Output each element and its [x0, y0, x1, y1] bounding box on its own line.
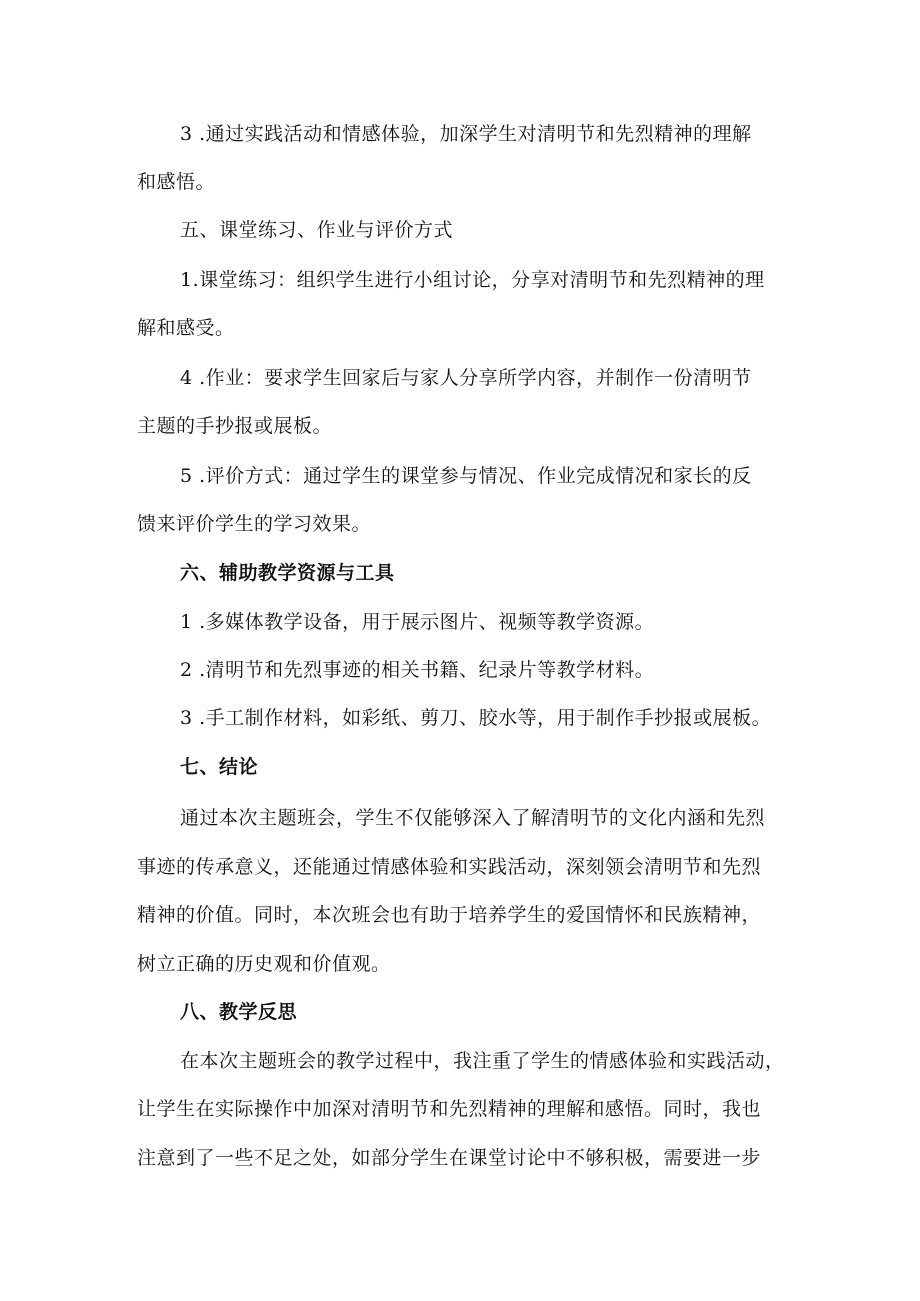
section-7-line-3: 精神的价值。同时，本次班会也有助于培养学生的爱国情怀和民族精神， [137, 904, 762, 926]
section-7-title: 七、结论 [180, 756, 259, 778]
section-5-item-5-line-1: 5 .评价方式：通过学生的课堂参与情况、作业完成情况和家长的反 [180, 465, 752, 487]
section-5-item-1-line-2: 解和感受。 [137, 317, 235, 339]
section-7-line-1: 通过本次主题班会，学生不仅能够深入了解清明节的文化内涵和先烈 [180, 807, 766, 829]
item-3-line-1: 3 .通过实践活动和情感体验，加深学生对清明节和先烈精神的理解 [180, 123, 752, 145]
section-7-line-2: 事迹的传承意义，还能通过情感体验和实践活动，深刻领会清明节和先烈 [137, 856, 762, 878]
section-5-item-1-line-1: 1.课堂练习：组织学生进行小组讨论，分享对清明节和先烈精神的理 [180, 269, 765, 291]
section-5-item-4-line-2: 主题的手抄报或展板。 [137, 415, 333, 437]
section-7-line-4: 树立正确的历史观和价值观。 [137, 953, 391, 975]
section-6-item-3: 3 .手工制作材料，如彩纸、剪刀、胶水等，用于制作手抄报或展板。 [180, 707, 772, 729]
section-8-line-2: 让学生在实际操作中加深对清明节和先烈精神的理解和感悟。同时，我也 [137, 1098, 762, 1120]
section-6-item-1: 1 .多媒体教学设备，用于展示图片、视频等教学资源。 [180, 611, 655, 633]
section-6-item-2: 2 .清明节和先烈事迹的相关书籍、纪录片等教学材料。 [180, 659, 655, 681]
section-6-title: 六、辅助教学资源与工具 [180, 562, 395, 584]
section-8-title: 八、教学反思 [180, 1001, 298, 1023]
section-5-item-5-line-2: 馈来评价学生的学习效果。 [137, 513, 372, 535]
section-5-title: 五、课堂练习、作业与评价方式 [180, 219, 454, 241]
section-5-item-4-line-1: 4 .作业：要求学生回家后与家人分享所学内容，并制作一份清明节 [180, 367, 752, 389]
section-8-line-1: 在本次主题班会的教学过程中，我注重了学生的情感体验和实践活动， [180, 1050, 785, 1072]
item-3-line-2: 和感悟。 [137, 171, 216, 193]
section-8-line-3: 注意到了一些不足之处，如部分学生在课堂讨论中不够积极，需要进一步 [137, 1147, 762, 1169]
